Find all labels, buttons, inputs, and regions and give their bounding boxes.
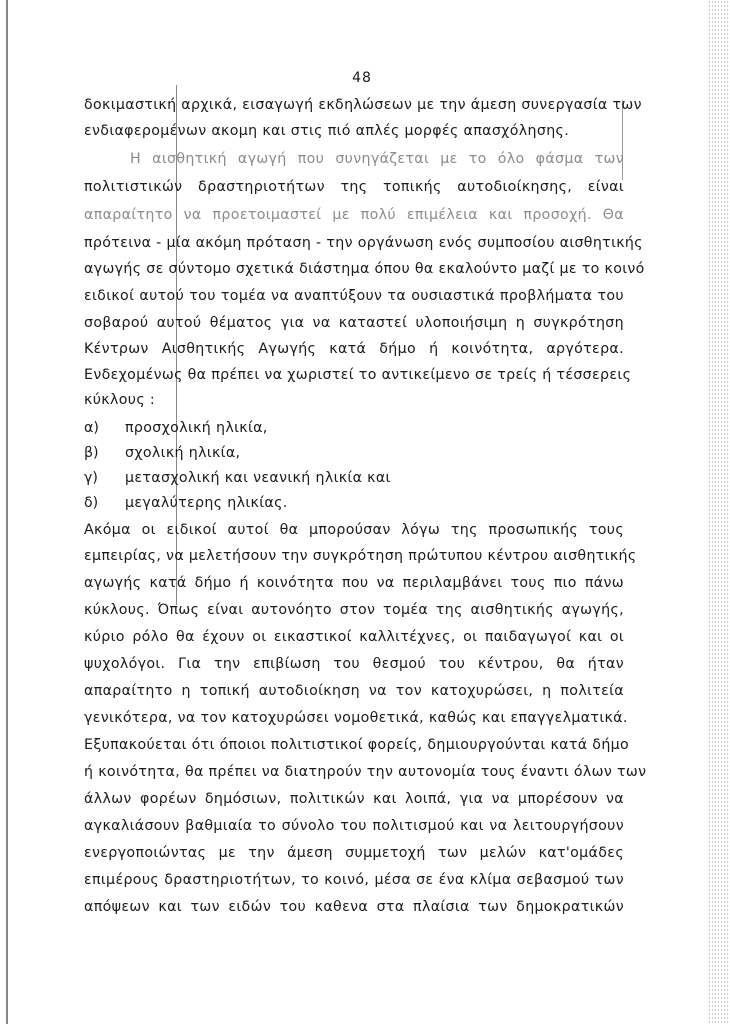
text-line: ενεργοποιώντας με την άμεση συμμετοχή των μελών κατ'ομάδες [84, 845, 624, 861]
list-label: γ) [84, 470, 98, 486]
list-label: β) [84, 445, 99, 461]
text-line: ειδικοί αυτού του τομέα να αναπτύξουν τα ουσιαστικά προβλήματα του [84, 288, 624, 304]
list-item: προσχολική ηλικία, [125, 420, 268, 436]
text-line: ενδιαφερομένων ακομη και στις πιό απλές μορφές απασχόλησης. [84, 123, 570, 139]
text-line: αγκαλιάσουν βαθμιαία το σύνολο του πολιτισμού και να λειτουργήσουν [84, 818, 624, 834]
text-line: δοκιμαστική αρχικά, εισαγωγή εκδηλώσεων με την άμεση συνεργασία των [84, 97, 642, 113]
list-item: μετασχολική και νεανική ηλικία και [125, 470, 391, 486]
text-line: απαραίτητο να προετοιμαστεί με πολύ επιμέλεια και προσοχή. Θα [84, 207, 624, 223]
text-line: αγωγής κατά δήμο ή κοινότητα που να περιλαμβάνει τους πιο πάνω [84, 575, 624, 591]
text-line: Η αισθητική αγωγή που συνηγάζεται με το όλο φάσμα των [130, 151, 624, 167]
list-label: δ) [84, 495, 99, 511]
page-number: 48 [352, 70, 372, 86]
text-line: άλλων φορέων δημόσιων, πολιτικών και λοιπά, για να μπορέσουν να [84, 791, 624, 807]
text-line: επιμέρους δραστηριοτήτων, το κοινό, μέσα σε ένα κλίμα σεβασμού των [84, 872, 624, 888]
list-item: μεγαλύτερης ηλικίας. [125, 495, 288, 511]
text-line: ψυχολόγοι. Για την επιβίωση του θεσμού του κέντρου, θα ήταν [84, 656, 624, 672]
text-line: πολιτιστικών δραστηριοτήτων της τοπικής αυτοδιοίκησης, είναι [84, 179, 624, 195]
list-item: σχολική ηλικία, [125, 445, 241, 461]
text-line: απόψεων και των ειδών του καθενα στα πλαίσια των δημοκρατικών [84, 899, 624, 915]
text-line: εμπειρίας, να μελετήσουν την συγκρότηση πρώτυπου κέντρου αισθητικής [84, 548, 637, 564]
scan-noise [708, 0, 730, 1024]
text-line: γενικότερα, να τον κατοχυρώσει νομοθετικά, καθώς και επαγγελματικά. [84, 710, 628, 726]
text-line: απαραίτητο η τοπική αυτοδιοίκηση να τον κατοχυρώσει, η πολιτεία [84, 683, 624, 699]
text-line: κύκλους. Όπως είναι αυτονόητο στον τομέα της αισθητικής αγωγής, [84, 602, 624, 618]
text-line: ή κοινότητα, θα πρέπει να διατηρούν την αυτονομία τους έναντι όλων των [84, 764, 647, 780]
text-line: πρότεινα - μία ακόμη πρόταση - την οργάνωση ενός συμποσίου αισθητικής [84, 235, 643, 251]
text-line: Ακόμα οι ειδικοί αυτοί θα μπορούσαν λόγω της προσωπικής τους [84, 522, 624, 538]
text-line: κύκλους : [84, 392, 155, 408]
list-label: α) [84, 420, 99, 436]
text-line: αγωγής σε σύντομο σχετικά διάστημα όπου θα εκαλούντο μαζί με το κοινό [84, 261, 645, 277]
text-line: σοβαρού αυτού θέματος για να καταστεί υλοποιήσιμη η συγκρότηση [84, 315, 624, 331]
text-line: Κέντρων Αισθητικής Αγωγής κατά δήμο ή κοινότητα, αργότερα. [84, 341, 624, 357]
text-line: Εξυπακούεται ότι όποιοι πολιτιστικοί φορείς, δημιουργούνται κατά δήμο [84, 737, 630, 753]
left-scan-edge [6, 0, 8, 1024]
text-line: κύριο ρόλο θα έχουν οι εικαστικοί καλλιτέχνες, οι παιδαγωγοί και οι [84, 629, 624, 645]
text-line: Ενδεχομένως θα πρέπει να χωριστεί το αντικείμενο σε τρείς ή τέσσερεις [84, 367, 632, 383]
